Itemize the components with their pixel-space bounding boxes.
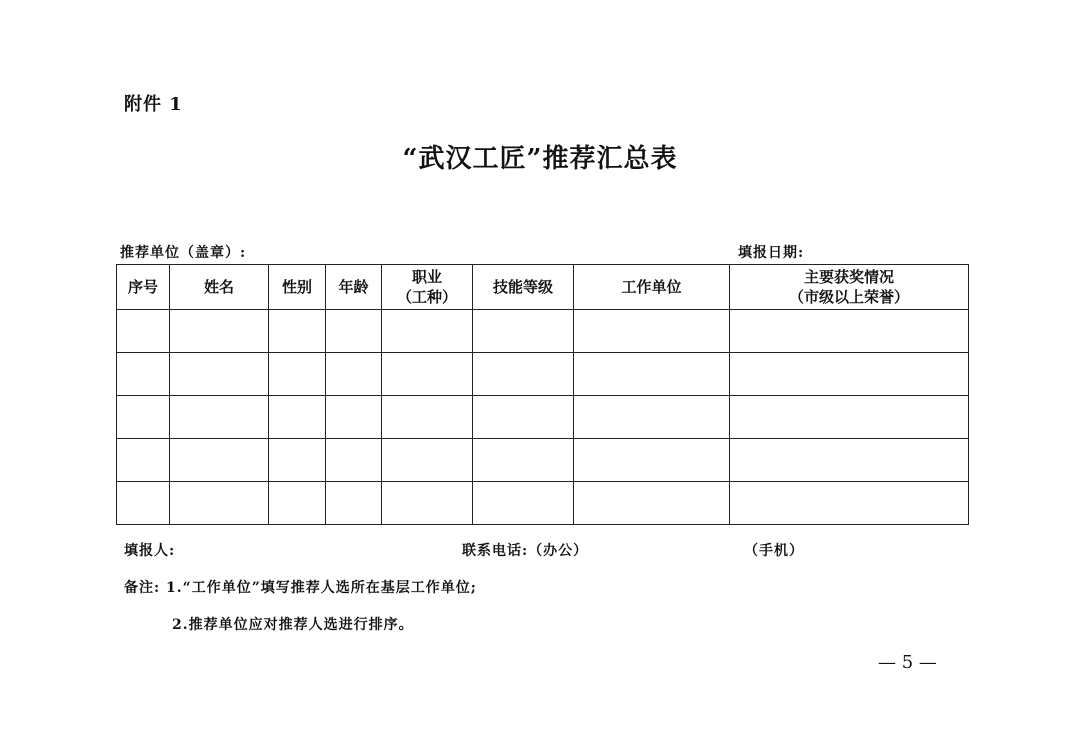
table-cell[interactable] [730,353,969,396]
table-cell[interactable] [473,482,574,525]
table-cell[interactable] [269,439,326,482]
table-cell[interactable] [473,310,574,353]
table-cell[interactable] [382,353,473,396]
table-cell[interactable] [117,482,170,525]
col-header-work-unit: 工作单位 [574,265,730,310]
table-cell[interactable] [326,353,382,396]
col-header-skill-level: 技能等级 [473,265,574,310]
table-cell[interactable] [574,396,730,439]
office-phone-label: 联系电话:（办公） [462,543,589,559]
col-header-awards: 主要获奖情况 （市级以上荣誉） [730,265,969,310]
col-header-occupation: 职业 （工种） [382,265,473,310]
col-header-age: 年龄 [326,265,382,310]
table-cell[interactable] [170,310,269,353]
table-row [117,310,969,353]
table-cell[interactable] [326,482,382,525]
filler-label: 填报人: [124,543,176,559]
note-2: 2.推荐单位应对推荐人选进行排序。 [172,617,414,633]
table-cell[interactable] [326,310,382,353]
table-row [117,353,969,396]
col-header-name: 姓名 [170,265,269,310]
attachment-label: 附件 1 [124,94,183,115]
table-cell[interactable] [730,310,969,353]
fill-date-label: 填报日期: [738,245,805,261]
table-cell[interactable] [269,310,326,353]
table-cell[interactable] [574,482,730,525]
table-row [117,439,969,482]
table-cell[interactable] [269,396,326,439]
table-cell[interactable] [326,439,382,482]
table-cell[interactable] [382,482,473,525]
table-cell[interactable] [473,353,574,396]
table-cell[interactable] [117,439,170,482]
table-row [117,482,969,525]
summary-table [116,264,969,525]
table-row [117,396,969,439]
table-cell[interactable] [117,310,170,353]
table-cell[interactable] [170,482,269,525]
col-header-gender: 性别 [269,265,326,310]
col-header-index: 序号 [117,265,170,310]
page-number: — 5 — [878,652,937,673]
table-cell[interactable] [269,482,326,525]
table-cell[interactable] [730,396,969,439]
table-cell[interactable] [574,439,730,482]
table-cell[interactable] [730,482,969,525]
table-cell[interactable] [730,439,969,482]
recommending-unit-label: 推荐单位（盖章）: [120,245,247,261]
table-cell[interactable] [326,396,382,439]
table-cell[interactable] [382,310,473,353]
mobile-phone-label: （手机） [744,543,804,559]
table-cell[interactable] [382,439,473,482]
table-cell[interactable] [117,353,170,396]
document-title: “武汉工匠”推荐汇总表 [402,144,678,174]
table-cell[interactable] [473,439,574,482]
table-cell[interactable] [473,396,574,439]
table-cell[interactable] [117,396,170,439]
table-cell[interactable] [574,310,730,353]
table-cell[interactable] [574,353,730,396]
table-cell[interactable] [170,396,269,439]
note-1: 备注: 1.“工作单位”填写推荐人选所在基层工作单位; [124,580,477,596]
table-cell[interactable] [382,396,473,439]
table-cell[interactable] [269,353,326,396]
table-header-row [117,265,969,310]
table-cell[interactable] [170,439,269,482]
table-cell[interactable] [170,353,269,396]
